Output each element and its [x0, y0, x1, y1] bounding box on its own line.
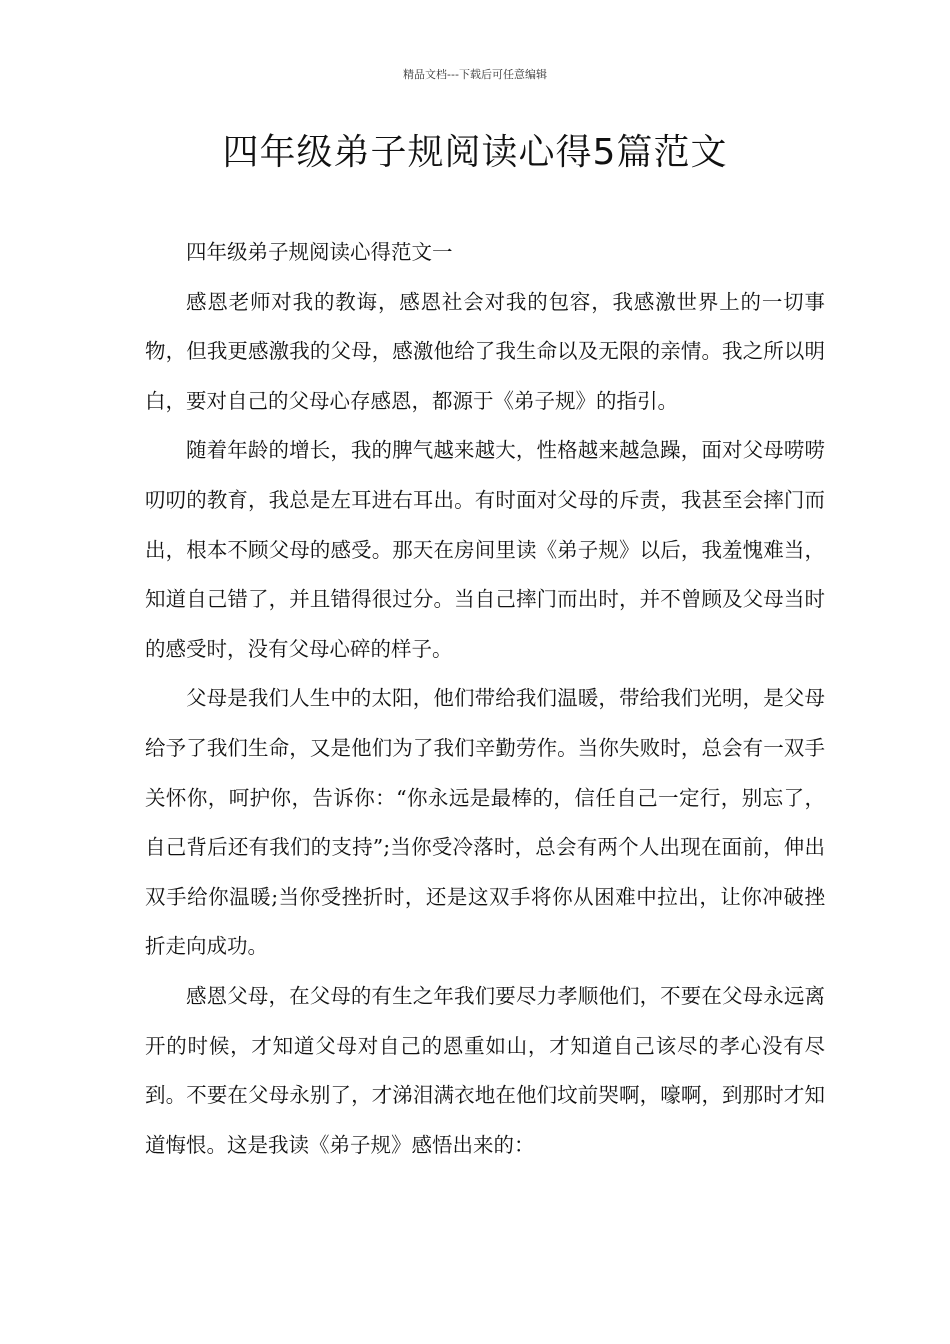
header-note: 精品文档---下载后可任意编辑: [403, 68, 547, 81]
section-subheading: 四年级弟子规阅读心得范文一: [186, 240, 453, 264]
document-body: [145, 228, 825, 1170]
paragraph-1: 感恩老师对我的教诲，感恩社会对我的包容，我感激世界上的一切事物，但我更感激我的父母，感激他给了我生命以及无限的亲情。我之所以明白，要对自己的父母心存感恩，都源于《弟子规》的指引。: [145, 289, 825, 413]
paragraph-4: 感恩父母，在父母的有生之年我们要尽力孝顺他们，不要在父母永远离开的时候，才知道父母对自己的恩重如山，才知道自己该尽的孝心没有尽到。不要在父母永别了，才涕泪满衣地在他们坟前哭啊，嚎啊，到那时才知道悔恨。这是我读《弟子规》感悟出来的：: [145, 983, 825, 1157]
paragraph-2: 随着年龄的增长，我的脾气越来越大，性格越来越急躁，面对父母唠唠叨叨的教育，我总是左耳进右耳出。有时面对父母的斥责，我甚至会摔门而出，根本不顾父母的感受。那天在房间里读《弟子规》以后，我羞愧难当，知道自己错了，并且错得很过分。当自己摔门而出时，并不曾顾及父母当时的感受时，没有父母心碎的样子。: [145, 438, 825, 661]
paragraph-3: 父母是我们人生中的太阳，他们带给我们温暖，带给我们光明，是父母给予了我们生命，又是他们为了我们辛勤劳作。当你失败时，总会有一双手关怀你，呵护你，告诉你：“你永远是最棒的，信任自己一定行，别忘了，自己背后还有我们的支持”;当你受冷落时，总会有两个人出现在面前，伸出双手给你温暖;当你受挫折时，还是这双手将你从困难中拉出，让你冲破挫折走向成功。: [145, 686, 825, 959]
page-title: 四年级弟子规阅读心得5篇范文: [222, 132, 728, 173]
